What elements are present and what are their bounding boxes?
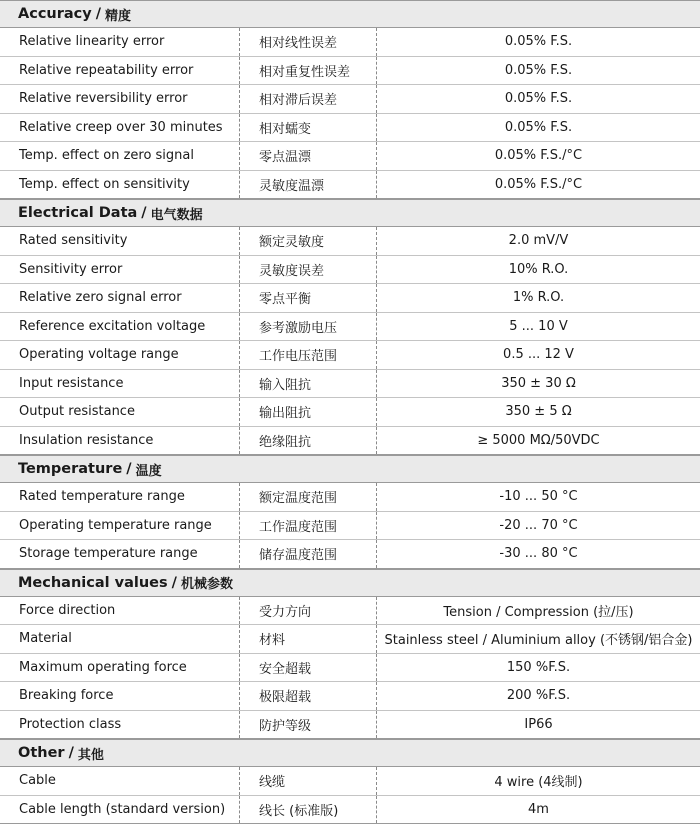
parameter-name-cn: 相对重复性误差 xyxy=(240,57,377,85)
parameter-name-en: Material xyxy=(0,625,240,653)
table-row xyxy=(0,796,700,825)
parameter-value: 2.0 mV/V xyxy=(508,233,569,249)
parameter-name-cn: 灵敏度温漂 xyxy=(240,171,377,199)
table-row xyxy=(0,427,700,456)
section-title-separator: / xyxy=(68,745,74,761)
table-row xyxy=(0,654,700,683)
parameter-name-en: Output resistance xyxy=(0,398,240,426)
parameter-name-cn: 工作温度范围 xyxy=(240,512,377,540)
section-title-cn: 温度 xyxy=(135,463,162,479)
parameter-name-en: Storage temperature range xyxy=(0,540,240,568)
parameter-value: -20 ... 70 °C xyxy=(499,517,578,533)
section-title-en: Electrical Data xyxy=(18,205,138,221)
table-row xyxy=(0,284,700,313)
parameter-name-en: Temp. effect on sensitivity xyxy=(0,171,240,199)
parameter-name-en: Cable length (standard version) xyxy=(0,796,240,824)
table-row xyxy=(0,28,700,57)
section-title-cn: 其他 xyxy=(77,747,104,763)
table-row xyxy=(0,597,700,626)
parameter-name-cn: 安全超载 xyxy=(240,654,377,682)
table-row xyxy=(0,682,700,711)
table-row xyxy=(0,512,700,541)
parameter-name-en: Cable xyxy=(0,767,240,795)
parameter-name-en: Operating voltage range xyxy=(0,341,240,369)
parameter-name-en: Rated sensitivity xyxy=(0,227,240,255)
table-row xyxy=(0,370,700,399)
section-header xyxy=(0,569,700,597)
parameter-value: IP66 xyxy=(524,716,553,732)
section-title-separator: / xyxy=(126,461,132,477)
parameter-value: 0.05% F.S. xyxy=(504,91,573,107)
parameter-name-en: Operating temperature range xyxy=(0,512,240,540)
parameter-name-en: Insulation resistance xyxy=(0,427,240,455)
parameter-name-en: Rated temperature range xyxy=(0,483,240,511)
table-row xyxy=(0,256,700,285)
table-row xyxy=(0,227,700,256)
section-title-en: Accuracy xyxy=(18,6,92,22)
parameter-name-en: Protection class xyxy=(0,711,240,739)
table-row xyxy=(0,171,700,200)
parameter-name-cn: 零点温漂 xyxy=(240,142,377,170)
parameter-name-cn: 相对滞后误差 xyxy=(240,85,377,113)
parameter-name-en: Relative zero signal error xyxy=(0,284,240,312)
parameter-value: Stainless steel / Aluminium alloy (不锈钢/铝合金) xyxy=(384,633,693,649)
parameter-name-cn: 线缆 xyxy=(240,767,377,795)
parameter-name-en: Relative linearity error xyxy=(0,28,240,56)
parameter-name-cn: 工作电压范围 xyxy=(240,341,377,369)
section-title-separator: / xyxy=(171,574,177,591)
section-title-cn: 电气数据 xyxy=(150,207,203,223)
parameter-name-en: Breaking force xyxy=(0,682,240,710)
section-header xyxy=(0,739,700,767)
parameter-name-en: Relative creep over 30 minutes xyxy=(0,114,240,142)
table-row xyxy=(0,711,700,740)
parameter-value: 0.05% F.S. xyxy=(504,62,573,78)
parameter-value: 0.05% F.S. xyxy=(504,34,573,50)
parameter-value: 0.05% F.S./°C xyxy=(494,148,583,164)
parameter-value: 150 %F.S. xyxy=(506,659,571,675)
parameter-name-cn: 储存温度范围 xyxy=(240,540,377,568)
parameter-name-cn: 输出阻抗 xyxy=(240,398,377,426)
parameter-value: 0.05% F.S. xyxy=(504,119,573,135)
table-row xyxy=(0,341,700,370)
section-header xyxy=(0,199,700,227)
parameter-name-en: Reference excitation voltage xyxy=(0,313,240,341)
parameter-name-cn: 受力方向 xyxy=(240,597,377,625)
parameter-value: -10 ... 50 °C xyxy=(499,489,578,505)
parameter-name-cn: 线长 (标准版) xyxy=(240,796,377,824)
section-title-separator: / xyxy=(95,6,102,22)
table-row xyxy=(0,142,700,171)
section-title-cn: 精度 xyxy=(105,8,132,24)
parameter-name-cn: 参考激励电压 xyxy=(240,313,377,341)
table-row xyxy=(0,540,700,569)
section-title-cn: 机械参数 xyxy=(180,577,233,592)
parameter-name-cn: 输入阻抗 xyxy=(240,370,377,398)
section-title-en: Temperature xyxy=(18,461,123,477)
parameter-value: -30 ... 80 °C xyxy=(499,546,578,562)
parameter-value: 1% R.O. xyxy=(512,290,565,306)
parameter-name-en: Sensitivity error xyxy=(0,256,240,284)
parameter-name-cn: 防护等级 xyxy=(240,711,377,739)
parameter-value: Tension / Compression (拉/压) xyxy=(443,604,634,620)
parameter-name-cn: 相对线性误差 xyxy=(240,28,377,56)
table-row xyxy=(0,57,700,86)
table-row xyxy=(0,114,700,143)
section-title-separator: / xyxy=(141,205,147,221)
parameter-value: 350 ± 30 Ω xyxy=(501,375,576,391)
parameter-name-cn: 绝缘阻抗 xyxy=(240,427,377,455)
parameter-name-en: Relative repeatability error xyxy=(0,57,240,85)
table-row xyxy=(0,625,700,654)
table-row xyxy=(0,313,700,342)
parameter-name-en: Force direction xyxy=(0,597,240,625)
table-row xyxy=(0,767,700,796)
table-row xyxy=(0,483,700,512)
parameter-value: 0.5 ... 12 V xyxy=(503,347,574,363)
parameter-value: 10% R.O. xyxy=(508,261,569,277)
parameter-name-cn: 材料 xyxy=(240,625,377,653)
parameter-name-cn: 额定灵敏度 xyxy=(240,227,377,255)
parameter-name-cn: 灵敏度误差 xyxy=(240,256,377,284)
section-header xyxy=(0,455,700,483)
section-header xyxy=(0,0,700,28)
parameter-name-en: Maximum operating force xyxy=(0,654,240,682)
parameter-name-cn: 相对蠕变 xyxy=(240,114,377,142)
parameter-value: 4m xyxy=(528,801,549,817)
parameter-name-cn: 额定温度范围 xyxy=(240,483,377,511)
parameter-value: 4 wire (4线制) xyxy=(494,775,583,791)
parameter-value: 350 ± 5 Ω xyxy=(505,404,572,420)
parameter-name-cn: 极限超载 xyxy=(240,682,377,710)
parameter-name-cn: 零点平衡 xyxy=(240,284,377,312)
table-row xyxy=(0,85,700,114)
parameter-value: ≥ 5000 MΩ/50VDC xyxy=(477,432,600,448)
parameter-name-en: Temp. effect on zero signal xyxy=(0,142,240,170)
parameter-name-en: Input resistance xyxy=(0,370,240,398)
parameter-name-en: Relative reversibility error xyxy=(0,85,240,113)
section-title-en: Other xyxy=(18,745,65,761)
section-title-en: Mechanical values xyxy=(18,574,168,591)
parameter-value: 200 %F.S. xyxy=(506,688,571,704)
parameter-value: 5 ... 10 V xyxy=(509,318,568,334)
parameter-value: 0.05% F.S./°C xyxy=(494,176,583,192)
table-row xyxy=(0,398,700,427)
